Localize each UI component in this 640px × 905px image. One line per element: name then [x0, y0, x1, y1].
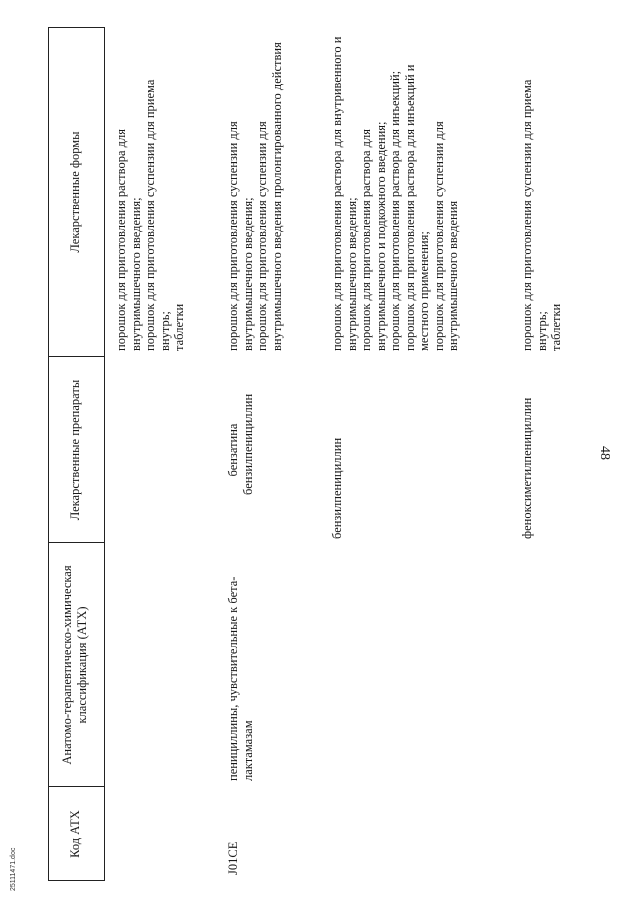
header-code: Код АТХ: [68, 810, 82, 858]
document-id: 25111471.doc: [10, 847, 17, 891]
row-forms: порошок для приготовления раствора для внутримышечного введения; порошок для приготовления суспензии для приема внутрь; таблетки: [114, 79, 186, 351]
row-code: J01CE: [226, 841, 240, 875]
page-number: 48: [597, 446, 612, 460]
col-divider: [48, 27, 104, 28]
header-forms: Лекарственные формы: [68, 131, 82, 253]
row-preparation: бензатина бензилпенициллин: [226, 393, 255, 495]
table-top-border: [48, 27, 49, 881]
header-bottom-border: [104, 27, 105, 881]
col-divider: [48, 356, 104, 357]
row-preparation: феноксиметилпенициллин: [520, 397, 534, 539]
col-divider: [48, 542, 104, 543]
header-preparations: Лекарственные препараты: [68, 379, 82, 521]
row-forms: порошок для приготовления суспензии для внутримышечного введения; порошок для приготовления суспензии для внутримышечного введения пролонгированного действия: [226, 42, 284, 351]
header-classification: Анатомо-терапевтическо-химическая классификация (АТХ): [60, 565, 89, 765]
row-classification: пенициллины, чувствительные к бета-лактамазам: [226, 576, 255, 781]
atc-table: [0, 27, 640, 881]
col-divider: [48, 786, 104, 787]
row-forms: порошок для приготовления раствора для внутривенного и внутримышечного введения; порошок для приготовления раствора для внутримышечного и подкожного введения; порошок для приготовления раствора для инъекций; порошок для приготовления раствора для инъекций и местного применения; порошок для приготовления суспензии для внутримышечного введения: [330, 36, 460, 351]
col-divider: [48, 880, 104, 881]
row-preparation: бензилпенициллин: [330, 437, 344, 539]
row-forms: порошок для приготовления суспензии для приема внутрь; таблетки: [520, 79, 563, 351]
